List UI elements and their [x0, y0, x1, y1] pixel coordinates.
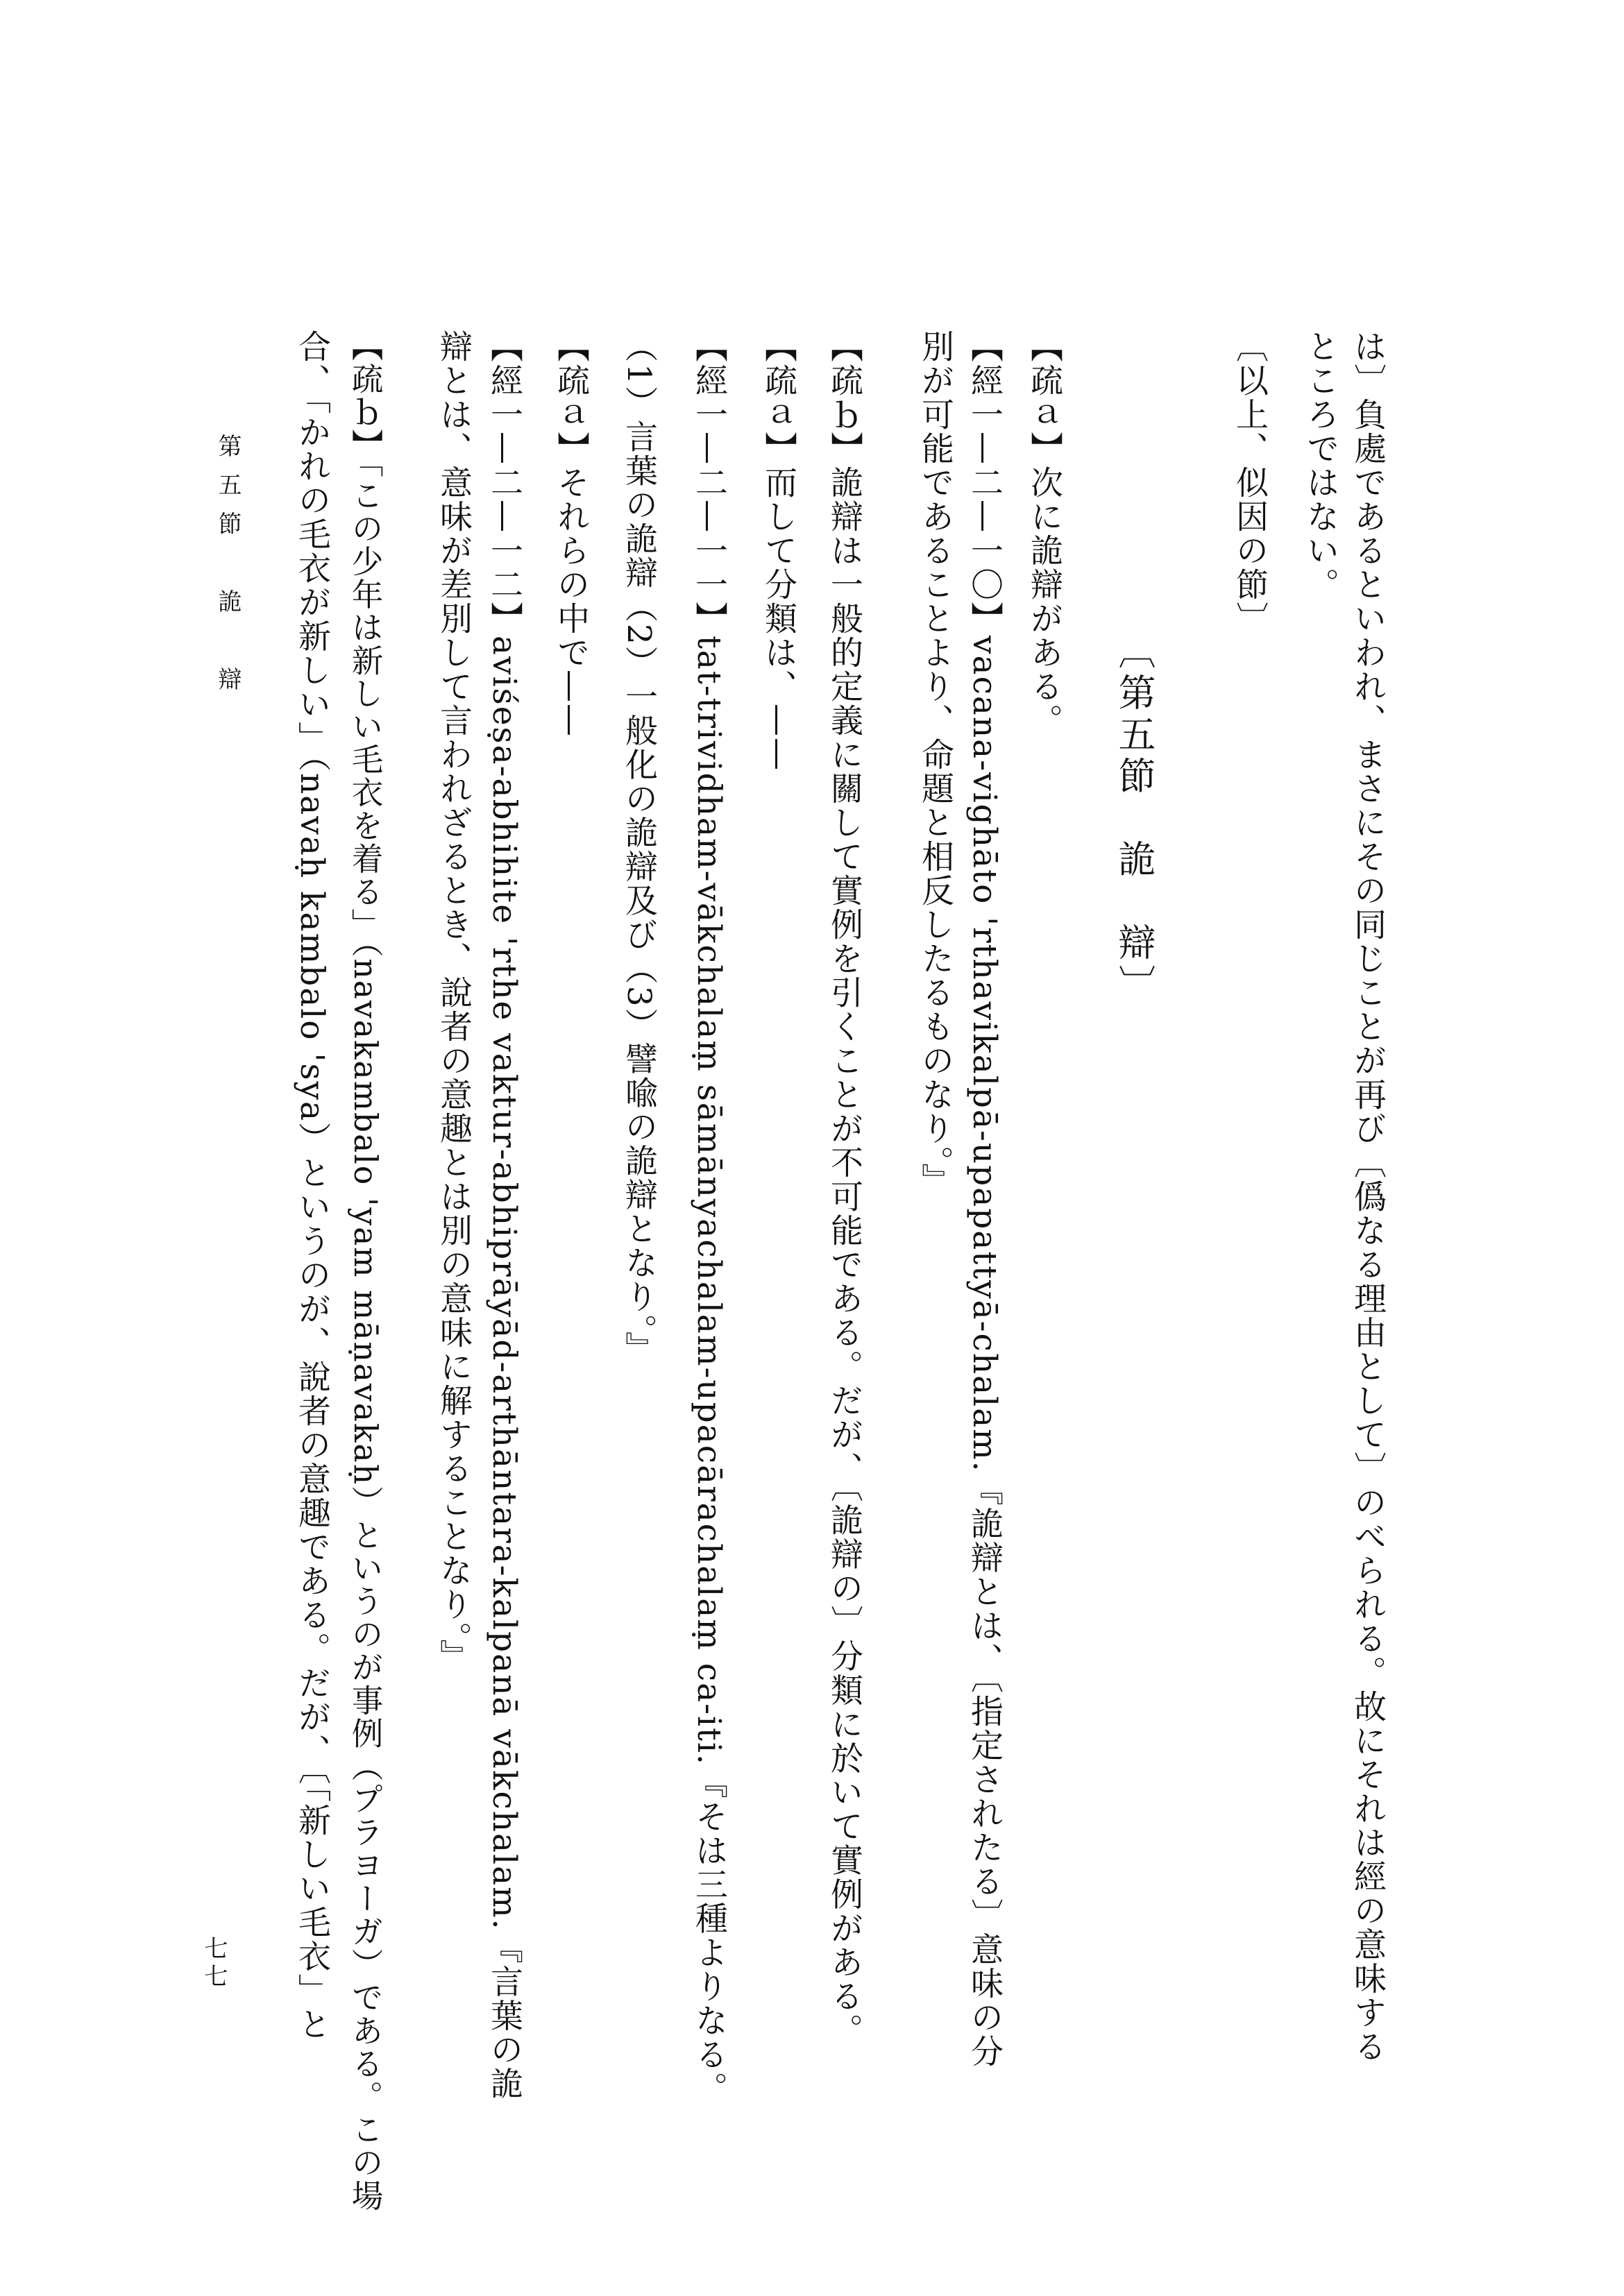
text-line-6: 【經一—二—一〇】vacana-vighāto 'rthavikalpā-upapattyā-chalam.『詭辯とは、〔指定されたる〕意味の分: [965, 330, 1004, 2069]
text-line-8: 【疏ｂ】詭辯は一般的定義に關して實例を引くことが不可能である。だが、〔詭辯の〕分類に於いて實例がある。: [825, 330, 863, 2048]
text-line-7: 別が可能であることより、命題と相反したるものなり。』: [916, 330, 954, 1198]
text-line-9: 【疏ａ】而して分類は、——: [759, 330, 797, 772]
running-footer-section-title: 第五節 詭 辯: [214, 434, 242, 706]
text-line-2: ところではない。: [1301, 330, 1339, 602]
page-number: 七七: [200, 1936, 228, 1991]
text-line-10: 【經一—二—一一】tat-trividham-vākchalaṃ sāmānyachalam-upacārachalaṃ ca-iti.『そは三種よりなる。: [690, 330, 728, 2106]
text-line-16: 合、「かれの毛衣が新しい」（navaḥ kambalo 'sya）というのが、說者の意趣である。だが、〔「新しい毛衣」と: [293, 330, 331, 2042]
section-heading: 〔第五節 詭 辯〕: [1113, 631, 1156, 1006]
text-line-13: 【經一—二—一二】aviśeṣa-abhihite 'rthe vaktur-abhiprāyād-arthāntara-kalpanā vākchalam.『言葉の詭: [485, 330, 523, 2101]
text-line-14: 辯とは、意味が差別して言われざるとき、說者の意趣とは別の意味に解することなり。』: [434, 330, 473, 1674]
text-line-1: は〕負處であるといわれ、まさにその同じことが再び〔僞なる理由として〕のべられる。故にそれは經の意味する: [1348, 330, 1387, 2064]
text-line-3: 〔以上、似因の節〕: [1230, 330, 1269, 636]
text-line-15: 【疏ｂ】「この少年は新しい毛衣を着る」（navakambalo 'yam māṇavakaḥ）というのが事例（プラヨーガ）である。この場: [347, 330, 384, 2213]
text-line-11: （1）言葉の詭辯（2）一般化の詭辯及び（3）譬喩の詭辯となり。』: [620, 330, 658, 1366]
text-line-12: 【疏ａ】それらの中で——: [552, 330, 590, 738]
text-line-5: 【疏ａ】次に詭辯がある。: [1025, 330, 1063, 738]
